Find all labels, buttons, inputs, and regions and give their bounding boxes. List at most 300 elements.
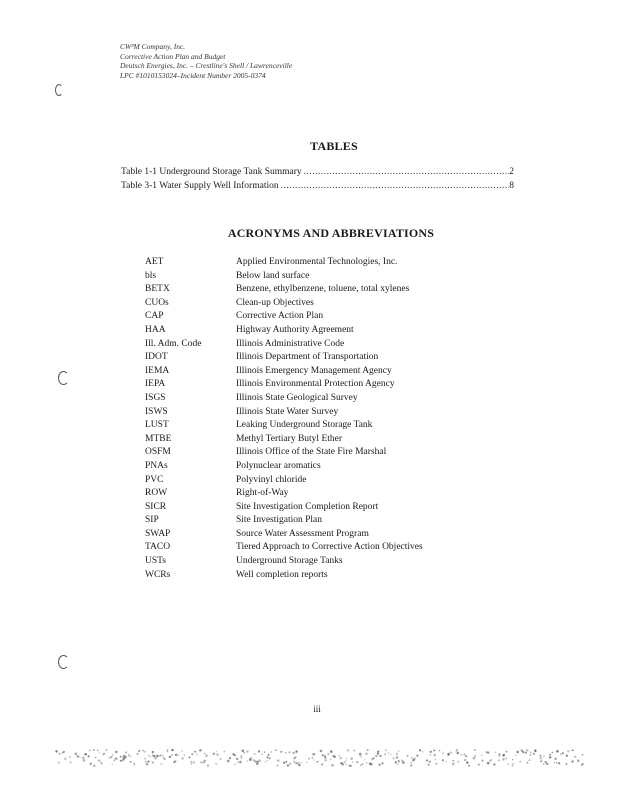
noise-dot (83, 757, 84, 758)
noise-dot (566, 755, 568, 757)
acronym-meaning: Methyl Tertiary Butyl Ether (236, 433, 343, 444)
noise-dot (572, 760, 574, 762)
noise-dot (228, 760, 230, 762)
noise-dot (206, 756, 207, 757)
noise-dot (128, 755, 129, 756)
noise-dot (442, 759, 444, 761)
acronym-meaning: Polynuclear aromatics (236, 460, 321, 471)
noise-dot (365, 753, 367, 755)
noise-dot (430, 754, 431, 755)
noise-dot (62, 752, 63, 753)
noise-dot (325, 757, 327, 759)
noise-dot (560, 753, 561, 754)
noise-dot (429, 761, 431, 763)
noise-dot (289, 752, 290, 753)
noise-dot (512, 759, 513, 760)
noise-dot (536, 750, 537, 751)
acronym-abbr: USTs (145, 556, 166, 567)
noise-dot (90, 763, 92, 765)
noise-dot (543, 763, 544, 764)
noise-dot (436, 763, 437, 764)
noise-dot (59, 753, 61, 755)
noise-dot (64, 758, 66, 760)
acronym-abbr: WCRs (145, 569, 171, 580)
acronym-row (145, 283, 423, 297)
noise-dot (293, 752, 295, 754)
noise-dot (346, 758, 347, 759)
acronym-abbr: bls (145, 270, 157, 281)
noise-dot (269, 757, 271, 759)
noise-dot (411, 757, 412, 758)
noise-dot (271, 751, 272, 752)
acronym-abbr: CUOs (145, 297, 169, 308)
acronyms-heading: ACRONYMS AND ABBREVIATIONS (227, 226, 435, 240)
noise-dot (530, 754, 531, 755)
acronym-meaning: Right-of-Way (236, 488, 289, 499)
noise-dot (350, 765, 351, 766)
noise-dot (515, 755, 516, 756)
acronym-meaning: Illinois Office of the State Fire Marshal (236, 447, 387, 458)
acronym-row (145, 528, 423, 542)
noise-dot (145, 761, 146, 762)
noise-dot (582, 754, 583, 755)
noise-dot (153, 755, 155, 757)
noise-dot (175, 754, 177, 756)
noise-dot (172, 749, 174, 751)
noise-dot (325, 759, 327, 761)
header-line-report: Corrective Action Plan and Budget (120, 51, 226, 61)
noise-dot (216, 754, 218, 756)
acronym-row (145, 419, 423, 433)
binder-hole-mark-top (55, 84, 63, 96)
acronym-meaning: Corrective Action Plan (236, 311, 324, 322)
noise-dot (412, 759, 414, 761)
noise-dot (75, 753, 77, 755)
noise-dot (160, 755, 161, 756)
acronym-abbr: BETX (145, 284, 170, 295)
acronym-row (145, 569, 423, 583)
noise-dot (220, 758, 222, 760)
acronym-meaning: Illinois Emergency Management Agency (236, 365, 392, 376)
noise-dot (103, 753, 104, 754)
noise-dot (241, 755, 242, 756)
noise-dot (529, 760, 530, 761)
noise-dot (411, 762, 412, 763)
noise-dot (398, 751, 399, 752)
noise-dot (224, 751, 226, 753)
noise-dot (450, 752, 452, 754)
noise-dot (448, 753, 450, 755)
noise-dot (313, 759, 314, 760)
noise-dot (275, 750, 276, 751)
noise-dot (521, 750, 523, 752)
noise-dot (150, 756, 151, 757)
toc-leader-dots (302, 167, 510, 177)
noise-dot (156, 755, 158, 757)
noise-dot (554, 762, 555, 763)
noise-dot (144, 751, 145, 752)
noise-dot (351, 758, 353, 760)
noise-dot (396, 756, 398, 758)
acronym-list (145, 256, 423, 582)
acronym-abbr: Ill. Adm. Code (145, 338, 202, 349)
toc-entry-page: 2 (509, 167, 514, 177)
noise-dot (493, 764, 495, 766)
noise-dot (216, 751, 217, 752)
noise-dot (293, 761, 295, 763)
noise-dot (109, 757, 110, 758)
binder-hole-mark-bottom (58, 655, 69, 669)
acronym-row (145, 351, 423, 365)
noise-dot (393, 758, 395, 760)
noise-dot (549, 754, 551, 756)
noise-dot (313, 753, 315, 755)
noise-dot (257, 761, 259, 763)
noise-dot (83, 759, 85, 761)
noise-dot (540, 755, 542, 757)
noise-dot (322, 755, 324, 757)
noise-dot (360, 753, 361, 754)
noise-dot (385, 750, 386, 751)
noise-dot (453, 760, 454, 761)
noise-dot (506, 758, 507, 759)
noise-dot (161, 763, 162, 764)
toc-entry (121, 167, 514, 177)
noise-dot (474, 755, 476, 757)
noise-dot (296, 751, 298, 753)
noise-dot (474, 749, 475, 750)
noise-dot (89, 750, 90, 751)
acronym-abbr: SIP (145, 515, 159, 526)
binder-hole-mark-middle (58, 371, 69, 385)
noise-dot (237, 762, 238, 763)
noise-dot (322, 763, 323, 764)
acronym-row (145, 433, 423, 447)
noise-dot (490, 760, 491, 761)
acronym-meaning: Source Water Assessment Program (236, 528, 369, 539)
noise-dot (339, 755, 340, 756)
noise-dot (499, 754, 501, 756)
noise-dot (194, 751, 195, 752)
acronym-abbr: ISGS (145, 392, 166, 403)
noise-dot (264, 752, 265, 753)
noise-dot (171, 754, 173, 756)
noise-dot (435, 759, 436, 760)
noise-dot (512, 765, 513, 766)
noise-dot (419, 749, 421, 751)
acronym-row (145, 446, 423, 460)
noise-dot (446, 761, 447, 762)
toc-entry (121, 181, 514, 191)
noise-dot (574, 756, 576, 758)
noise-dot (543, 756, 544, 757)
noise-dot (130, 756, 131, 757)
noise-dot (360, 765, 361, 766)
noise-dot (540, 760, 542, 762)
noise-dot (356, 761, 358, 763)
noise-dot (331, 764, 333, 766)
acronym-abbr: ISWS (145, 406, 168, 417)
noise-dot (236, 758, 238, 760)
noise-dot (481, 755, 482, 756)
acronym-meaning: Well completion reports (236, 569, 328, 580)
acronym-row (145, 270, 423, 284)
header-line-incident: LPC #1010153024–Incident Number 2005-0374 (120, 70, 266, 80)
noise-dot (204, 760, 206, 762)
noise-dot (499, 755, 500, 756)
acronym-row (145, 501, 423, 515)
noise-dot (267, 757, 269, 759)
noise-dot (345, 760, 346, 761)
acronym-row (145, 256, 423, 270)
noise-dot (498, 760, 499, 761)
acronym-abbr: MTBE (145, 433, 172, 444)
noise-dot (110, 756, 112, 758)
toc-entry-label: Table 3-1 Water Supply Well Information (121, 181, 279, 191)
noise-dot (84, 753, 86, 755)
noise-dot (428, 764, 430, 766)
acronym-meaning: Leaking Underground Storage Tank (236, 420, 373, 431)
noise-dot (306, 762, 307, 763)
noise-dot (193, 762, 195, 764)
noise-dot (468, 765, 469, 766)
noise-dot (200, 749, 202, 751)
noise-dot (247, 751, 249, 753)
noise-dot (233, 753, 234, 754)
noise-dot (555, 758, 557, 760)
toc-entry-label: Table 1-1 Underground Storage Tank Summary (121, 167, 302, 177)
noise-dot (241, 757, 242, 758)
acronym-abbr: IEPA (145, 379, 166, 390)
noise-dot (138, 750, 140, 752)
acronym-row (145, 541, 423, 555)
noise-dot (312, 757, 313, 758)
noise-dot (94, 765, 95, 766)
noise-dot (364, 759, 365, 760)
noise-dot (114, 760, 115, 761)
noise-dot (253, 759, 255, 761)
noise-dot (98, 760, 100, 762)
noise-dot (95, 757, 96, 758)
noise-dot (398, 760, 400, 762)
noise-dot (262, 754, 263, 755)
noise-dot (513, 763, 514, 764)
noise-dot (134, 764, 136, 766)
noise-dot (566, 763, 567, 764)
noise-dot (366, 762, 367, 763)
acronym-meaning: Clean-up Objectives (236, 297, 314, 308)
noise-dot (581, 765, 582, 766)
noise-dot (503, 758, 505, 760)
toc-leader-dots (279, 181, 510, 191)
scan-noise-strip (55, 747, 585, 769)
acronym-abbr: AET (145, 257, 164, 267)
noise-dot (388, 752, 389, 753)
noise-dot (146, 763, 148, 765)
noise-dot (525, 752, 527, 754)
acronym-row (145, 474, 423, 488)
acronym-abbr: PVC (145, 474, 164, 485)
noise-dot (203, 762, 204, 763)
noise-dot (63, 751, 64, 752)
noise-dot (457, 752, 459, 754)
noise-dot (320, 750, 322, 752)
noise-dot (369, 763, 371, 765)
noise-dot (464, 754, 465, 755)
acronym-meaning: Illinois Department of Transportation (236, 352, 379, 363)
acronym-abbr: SICR (145, 501, 167, 512)
noise-dot (517, 751, 519, 753)
noise-dot (268, 754, 269, 755)
noise-dot (373, 758, 374, 759)
noise-dot (88, 755, 90, 757)
noise-dot (287, 765, 289, 767)
noise-dot (79, 757, 80, 758)
noise-dot (527, 762, 528, 763)
acronym-abbr: PNAs (145, 460, 168, 471)
noise-dot (215, 763, 217, 765)
noise-dot (533, 753, 535, 755)
noise-dot (99, 752, 100, 753)
noise-dot (395, 761, 397, 763)
noise-dot (577, 760, 579, 762)
acronym-row (145, 365, 423, 379)
noise-dot (182, 751, 183, 752)
noise-dot (456, 749, 458, 751)
noise-dot (430, 751, 432, 753)
acronym-row (145, 378, 423, 392)
noise-dot (461, 754, 462, 755)
noise-dot (115, 751, 117, 753)
acronym-row (145, 297, 423, 311)
noise-dot (169, 756, 171, 758)
noise-dot (385, 754, 386, 755)
noise-dot (530, 752, 531, 753)
noise-dot (234, 754, 235, 755)
noise-dot (458, 761, 459, 762)
noise-dot (422, 751, 423, 752)
noise-dot (503, 754, 505, 756)
acronym-meaning: Polyvinyl chloride (236, 474, 307, 485)
noise-dot (58, 762, 60, 764)
noise-dot (466, 757, 467, 758)
acronym-meaning: Site Investigation Completion Report (236, 501, 379, 512)
noise-dot (396, 753, 398, 755)
noise-dot (106, 749, 108, 751)
acronym-row (145, 555, 423, 569)
acronym-row (145, 324, 423, 338)
noise-dot (229, 757, 231, 759)
noise-dot (295, 757, 296, 758)
noise-dot (283, 762, 285, 764)
acronym-row (145, 460, 423, 474)
acronym-abbr: LUST (145, 420, 169, 431)
noise-dot (120, 760, 121, 761)
noise-dot (452, 763, 453, 764)
noise-dot (184, 755, 185, 756)
noise-dot (433, 749, 435, 751)
acronym-meaning: Site Investigation Plan (236, 515, 323, 526)
noise-dot (390, 754, 391, 755)
noise-dot (112, 754, 113, 755)
noise-dot (277, 759, 279, 761)
acronym-row (145, 392, 423, 406)
noise-dot (163, 757, 164, 758)
noise-dot (328, 753, 330, 755)
noise-dot (417, 755, 419, 757)
noise-dot (250, 757, 252, 759)
acronym-abbr: SWAP (145, 528, 171, 539)
noise-dot (402, 760, 404, 762)
noise-dot (361, 756, 362, 757)
acronym-abbr: ROW (145, 488, 168, 499)
noise-dot (247, 760, 248, 761)
noise-dot (347, 749, 349, 751)
noise-dot (308, 758, 309, 759)
noise-dot (407, 755, 409, 757)
noise-dot (354, 750, 355, 751)
noise-dot (280, 751, 282, 753)
noise-dot (506, 751, 507, 752)
noise-dot (191, 753, 193, 755)
noise-dot (482, 760, 484, 762)
noise-dot (175, 760, 177, 762)
noise-dot (567, 750, 569, 752)
noise-dot (380, 755, 382, 757)
noise-dot (204, 753, 205, 754)
noise-dot (487, 752, 489, 754)
noise-dot (362, 763, 363, 764)
acronym-row (145, 406, 423, 420)
noise-dot (254, 760, 256, 762)
noise-dot (101, 762, 103, 764)
acronym-meaning: Illinois Administrative Code (236, 338, 345, 349)
acronym-abbr: HAA (145, 324, 166, 335)
noise-dot (340, 757, 342, 759)
noise-dot (93, 749, 94, 750)
noise-dot (301, 762, 302, 763)
noise-dot (478, 764, 479, 765)
acronym-abbr: TACO (145, 542, 171, 553)
noise-dot (520, 761, 521, 762)
tables-heading: TABLES (310, 139, 358, 153)
noise-dot (464, 759, 466, 761)
noise-dot (402, 762, 404, 764)
noise-dot (526, 749, 528, 751)
noise-dot (234, 764, 235, 765)
noise-dot (244, 752, 245, 753)
noise-dot (148, 755, 149, 756)
noise-dot (375, 755, 377, 757)
acronym-abbr: IEMA (145, 365, 170, 376)
noise-dot (285, 752, 286, 753)
noise-dot (122, 760, 123, 761)
noise-dot (443, 753, 444, 754)
noise-dot (152, 751, 154, 753)
noise-dot (265, 761, 266, 762)
noise-dot (367, 749, 369, 751)
noise-dot (259, 760, 261, 762)
noise-dot (155, 758, 157, 760)
noise-dot (267, 760, 268, 761)
noise-dot (549, 756, 551, 758)
noise-dot (426, 760, 428, 762)
noise-dot (190, 761, 191, 762)
acronym-meaning: Applied Environmental Technologies, Inc. (236, 257, 398, 267)
noise-dot (55, 750, 57, 752)
noise-dot (115, 758, 117, 760)
noise-dot (346, 764, 347, 765)
